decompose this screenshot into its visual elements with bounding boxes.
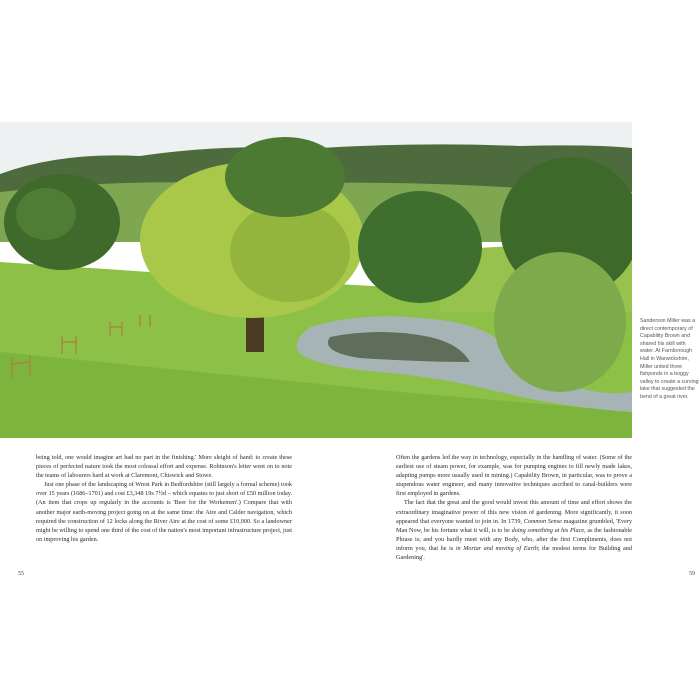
right-paragraph-2-part-a: The fact that the great and the good would invest this amount of time and effort shows the extraordinary imaginative power of this new vision of gardening. More significantly, it soon appeared that everyone wanted to join in. In 1739, [396, 499, 632, 525]
page-number-right: 59 [689, 571, 695, 577]
left-paragraph-1: being told, one would imagine art had no part in the finishing.' More sleight of hand: to create these pieces of perfected nature took the most colossal effort and expense. Robinson's letter went on to note the teams of labourers hard at work at Claremont, Chiswick and Stowe. [36, 454, 292, 480]
italic-doing-something: doing something at his Place [511, 526, 585, 534]
right-paragraph-2-part-d: ; the modest terms for Building and Gardening'. [396, 544, 632, 562]
landscape-photo-illustration [0, 122, 632, 438]
left-tree-highlight [16, 188, 76, 240]
right-text-column [396, 453, 632, 562]
right-paragraph-1: Often the gardens led the way in technology, especially in the handling of water. (Some of the earliest use of steam power, for example, was for pumping engines to fill newly made lakes, adapting pumps more usually used in mining.) Capability Brown, in particular, was to prove a stupendous water engineer, and many innovative techniques ascribed to canal-builders were first employed in gardens. [396, 454, 632, 498]
right-paragraph-2-part-c: , as the fashionable Phrase is; and you hardly meet with any Body, who, after the first Compliments, does not inform you, that he is [396, 526, 632, 552]
right-paragraph-2-part-b: magazine grumbled, 'Every Man Now, be his fortune what it will, is to be [396, 517, 632, 534]
photo-caption: Sanderson Miller was a direct contemporary of Capability Brown and shared his skill with water. At Farnborough Hall in Warwickshire, Miller united three fishponds in a boggy valley to create a curving lake that suggested the bend of a great river. [640, 318, 699, 400]
oak-crown-shade [230, 202, 350, 302]
italic-mortar-earth: in Mortar and moving of Earth [455, 544, 538, 552]
oak-crown-back [225, 137, 345, 217]
italic-common-sense: Common Sense [523, 517, 562, 525]
middle-tree [358, 191, 482, 303]
right-tree-front [494, 252, 626, 392]
left-text-column [36, 453, 292, 544]
page-number-left: 55 [18, 571, 24, 577]
right-paragraph-2 [396, 498, 632, 562]
left-paragraph-2: Just one phase of the landscaping of Wrest Park in Bedfordshire (still largely a formal scheme) took over 15 years (1686–1701) and cost £3,348 19s 7½d – which equates to just short of £50 million today. (An item that crops up regularly in the accounts is 'Beer for the Workemen'.) Compare that with another major earth-moving project going on at the same time: the Aire and Calder navigation, which required the construction of 12 locks along the River Aire at the cost of some £10,000. So a landowner might be willing to spend one third of the cost of the nation's most important infrastructure project, just on improving his garden. [36, 481, 292, 543]
landscape-photo [0, 122, 632, 438]
